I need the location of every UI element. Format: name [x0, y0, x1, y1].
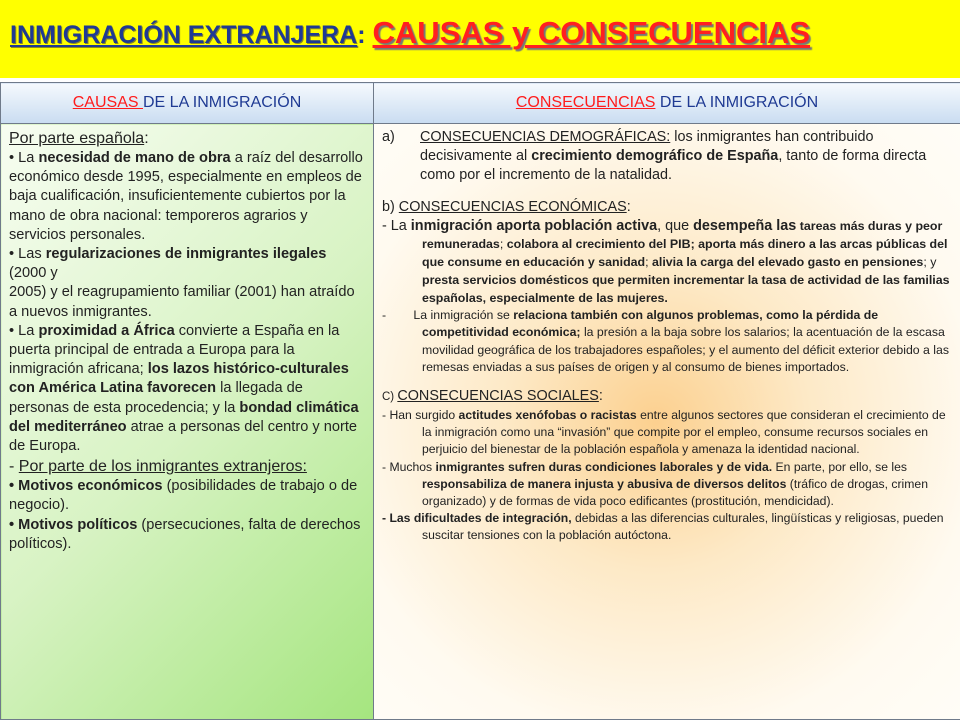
title-separator: : [357, 21, 373, 49]
cause-geography: • La proximidad a África convierte a España en la puerta principal de entrada a Europa para la inmigración africana; los lazos histórico-culturales con América Latina favorecen la llegada de personas de esta procedencia; y la bondad climática del mediterráneo atrae a personas del centro y norte de Europa. [9, 322, 359, 455]
social-xenophobia: - Han surgido actitudes xenófobas o racistas entre algunos sectores que consideran el crecimiento de la inmigración como una “invasión” que compite por el empleo, consume recursos sociales en perjuicio del bienestar de la población española y amenaza la identidad nacional. [382, 408, 946, 457]
causes-consequences-table [0, 82, 960, 720]
cause-regularizations: • Las regularizaciones de inmigrantes ilegales (2000 y [9, 246, 327, 282]
title-bar [0, 0, 960, 78]
demographic-consequences: a) CONSECUENCIAS DEMOGRÁFICAS: los inmigrantes han contribuido decisivamente al crecimiento demográfico de España, tanto de forma directa como por el incremento de la natalidad. [382, 129, 927, 184]
causes-header [1, 83, 374, 124]
cause-labor-demand: • La necesidad de mano de obra a raíz del desarrollo económico desde 1995, especialmente en empleos de baja cualificación, insuficientemente cubiertos por la mano de obra nacional: temporeros agrarios y servicios personales. [9, 150, 363, 243]
title-part1: INMIGRACIÓN EXTRANJERA [10, 21, 358, 49]
cause-economic-motives: • Motivos económicos (posibilidades de trabajo o de negocio). [9, 478, 358, 514]
causes-header-rest: DE LA INMIGRACIÓN [143, 94, 302, 111]
cause-family-reunification: 2005) y el reagrupamiento familiar (2001) han atraído a nuevos inmigrantes. [9, 284, 355, 320]
page-title [10, 14, 810, 51]
consequences-panel [374, 124, 960, 720]
social-harsh-conditions: - Muchos inmigrantes sufren duras condiciones laborales y de vida. En parte, por ello, se les responsabiliza de manera injusta y abusiva de diversos delitos (tráfico de drogas, crimen organizado) y de formas de vida poco edificantes (prostitución, mendicidad). [382, 459, 928, 509]
causes-panel [1, 124, 374, 720]
causes-header-red: CAUSAS [72, 94, 143, 111]
cause-political-motives: • Motivos políticos (persecuciones, falta de derechos políticos). [9, 516, 361, 552]
economic-benefits: - La inmigración aporta población activa, que desempeña las tareas más duras y peor remuneradas; colabora al crecimiento del PIB; aporta más dinero a las arcas públicas del que consume en educación y sanidad; alivia la carga del elevado gasto en pensiones; y presta servicios domésticos que permiten incrementar la tasa de actividad de las familias españolas, especialmente de las mujeres. [382, 217, 950, 305]
consequences-header-red: CONSECUENCIAS [515, 94, 656, 111]
spanish-side-heading: Por parte española: [9, 130, 149, 147]
consequences-header-rest: DE LA INMIGRACIÓN [655, 94, 819, 111]
social-integration: - Las dificultades de integración, debidas a las diferencias culturales, lingüísticas y religiosas, pueden suscitar tensiones con la población autóctona. [382, 511, 944, 543]
social-consequences-heading: C) CONSECUENCIAS SOCIALES: [382, 387, 603, 404]
consequences-header [374, 83, 960, 124]
immigrant-side-heading: - Por parte de los inmigrantes extranjeros: [9, 458, 307, 476]
economic-consequences-heading: b) CONSECUENCIAS ECONÓMICAS: [382, 198, 631, 215]
title-part2: CAUSAS y CONSECUENCIAS [372, 15, 811, 50]
economic-problems: - La inmigración se relaciona también con algunos problemas, como la pérdida de competitividad económica; la presión a la baja sobre los salarios; la acentuación de la escasa movilidad geográfica de los trabajadores españoles; y el aumento del déficit exterior debido a las remesas enviadas a sus países de origen y al consumo de bienes importados. [382, 307, 953, 375]
